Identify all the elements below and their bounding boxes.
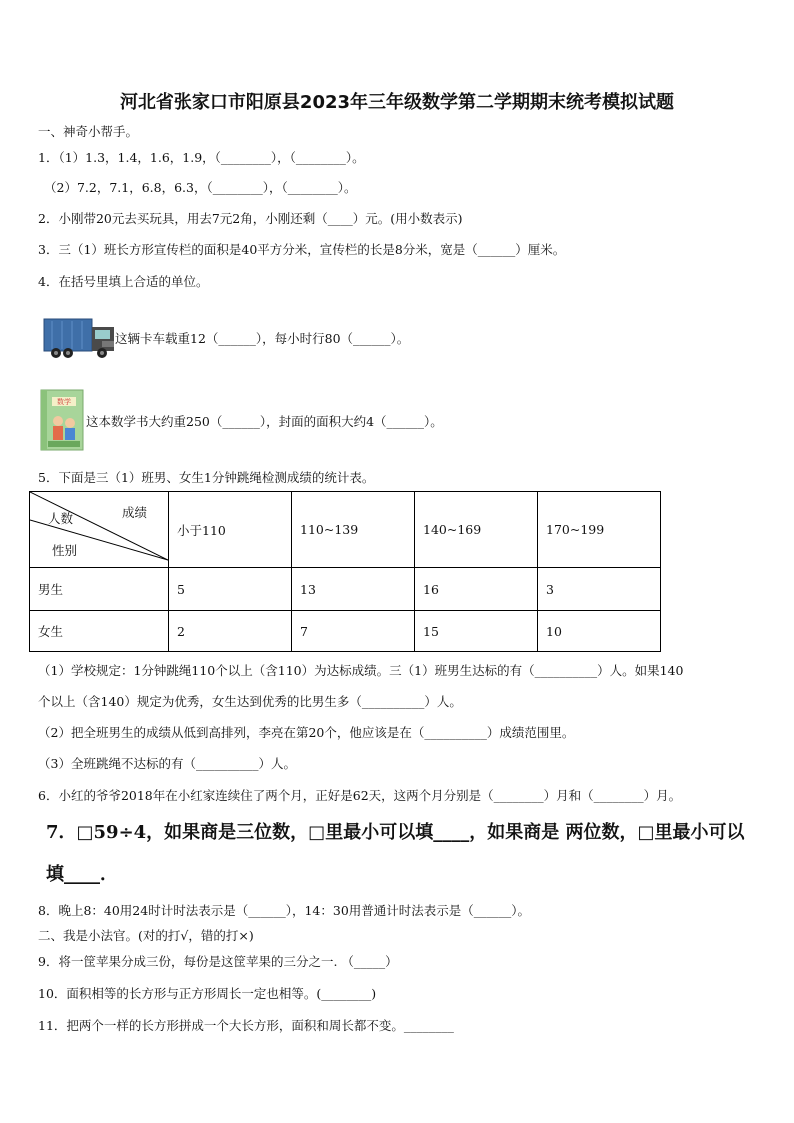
section-heading-1: 一、神奇小帮手。	[38, 124, 139, 139]
question-5-3: （3）全班跳绳不达标的有（__________）人。	[38, 756, 296, 771]
question-7b: 填____．	[46, 864, 118, 885]
row-label: 女生	[30, 611, 169, 652]
question-4-book: 这本数学书大约重250（______），封面的面积大约4（______）。	[86, 414, 443, 429]
section-heading-2: 二、我是小法官。(对的打√，错的打×)	[38, 928, 254, 943]
question-7a: 7．□59÷4，如果商是三位数，□里最小可以填____，如果商是 两位数，□里最小可以	[46, 822, 745, 843]
corner-label-count: 人数	[48, 511, 74, 526]
table-cell: 7	[292, 611, 415, 652]
table-header-cell: 170~199	[538, 492, 661, 568]
question-1a: 1．（1）1.3，1.4，1.6，1.9，（________），（________）。	[38, 150, 365, 165]
table-cell: 16	[415, 568, 538, 611]
table-header-cell: 110~139	[292, 492, 415, 568]
question-11: 11．把两个一样的长方形拼成一个大长方形，面积和周长都不变。________	[38, 1018, 454, 1033]
table-row-girls	[30, 611, 661, 652]
table-cell: 10	[538, 611, 661, 652]
question-10: 10．面积相等的长方形与正方形周长一定也相等。(________)	[38, 986, 377, 1001]
question-5: 5．下面是三（1）班男、女生1分钟跳绳检测成绩的统计表。	[38, 470, 375, 485]
question-4: 4．在括号里填上合适的单位。	[38, 274, 209, 289]
question-2: 2．小刚带20元去买玩具，用去7元2角，小刚还剩（____）元。(用小数表示)	[38, 211, 463, 226]
corner-label-score: 成绩	[122, 505, 148, 520]
row-label: 男生	[30, 568, 169, 611]
corner-diagonals	[30, 492, 168, 567]
question-1b: （2）7.2，7.1，6.8，6.3，（________），（________）。	[44, 180, 357, 195]
question-3: 3．三（1）班长方形宣传栏的面积是40平方分米，宣传栏的长是8分米，宽是（______）厘米。	[38, 242, 566, 257]
table-cell: 15	[415, 611, 538, 652]
table-corner-header	[30, 492, 169, 568]
question-8: 8．晚上8：40用24时计时法表示是（______），14：30用普通计时法表示是（______）。	[38, 903, 531, 918]
question-9: 9．将一筐苹果分成三份，每份是这筐苹果的三分之一. （_____）	[38, 954, 398, 969]
question-5-1b: 个以上（含140）规定为优秀，女生达到优秀的比男生多（__________）人。	[38, 694, 462, 709]
table-row-boys	[30, 568, 661, 611]
book-cover-label: 数学	[57, 398, 71, 406]
math-book-illustration	[40, 389, 84, 455]
table-cell: 5	[169, 568, 292, 611]
question-6: 6．小红的爷爷2018年在小红家连续住了两个月，正好是62天，这两个月分别是（________）月和（________）月。	[38, 788, 682, 803]
table-cell: 13	[292, 568, 415, 611]
table-header-cell: 小于110	[169, 492, 292, 568]
page-title: 河北省张家口市阳原县2023年三年级数学第二学期期末统考模拟试题	[119, 92, 675, 113]
corner-label-gender: 性别	[52, 543, 78, 558]
table-cell: 2	[169, 611, 292, 652]
table-cell: 3	[538, 568, 661, 611]
question-4-truck: 这辆卡车载重12（______），每小时行80（______）。	[115, 331, 410, 346]
table-header-cell: 140~169	[415, 492, 538, 568]
truck-illustration	[42, 313, 118, 365]
question-5-2: （2）把全班男生的成绩从低到高排列，李亮在第20个，他应该是在（__________）成绩范围里。	[38, 725, 575, 740]
jump-rope-stats-table	[29, 491, 661, 652]
question-5-1a: （1）学校规定：1分钟跳绳110个以上（含110）为达标成绩。三（1）班男生达标的有（__________）人。如果140	[38, 663, 684, 678]
